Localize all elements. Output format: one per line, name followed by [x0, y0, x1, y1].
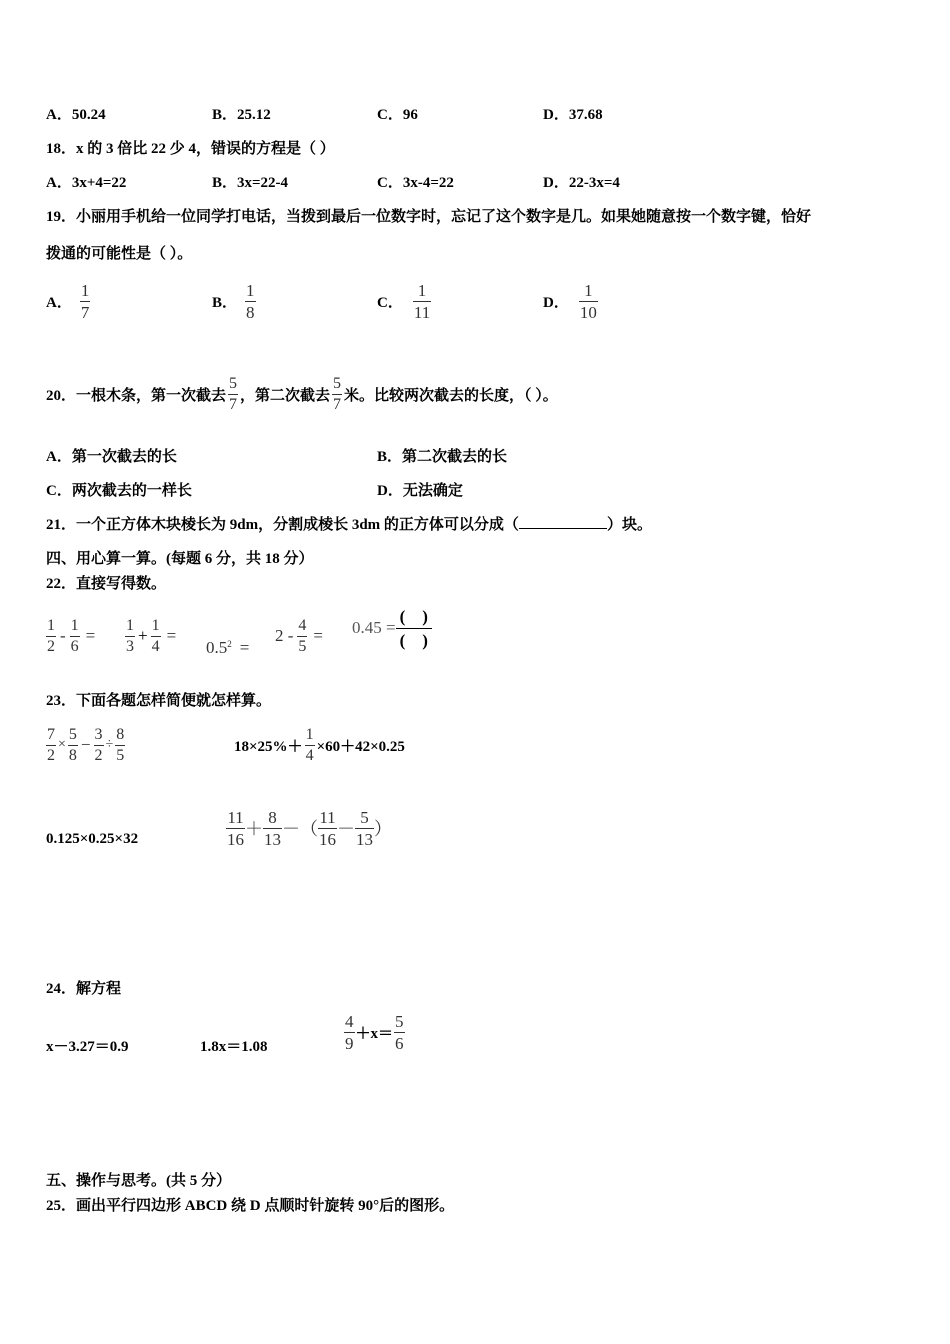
- fraction-numerator: 1: [151, 616, 160, 634]
- q20-stem-part2: ，第二次截去: [240, 387, 331, 404]
- fraction-numerator: 5: [360, 807, 369, 827]
- q18-stem: 18．x 的 3 倍比 22 少 4，错误的方程是（ ）: [46, 141, 335, 157]
- q23-expr-2: [234, 720, 405, 770]
- q19-option-a: [46, 277, 90, 325]
- equals-sign: =: [239, 638, 250, 657]
- fraction-numerator: 11: [227, 807, 244, 827]
- power-exponent: 2: [227, 639, 232, 649]
- q19-option-a-fraction: [80, 282, 91, 321]
- operator: －（: [282, 819, 318, 839]
- q22-stem: 22．直接写得数。: [46, 576, 167, 592]
- power-base: 0.5: [206, 638, 228, 657]
- fraction-numerator: 4: [345, 1011, 354, 1031]
- fraction-numerator: 8: [116, 725, 125, 743]
- fraction-denominator: 7: [333, 395, 342, 413]
- expr-after: ×60＋42×0.25: [316, 738, 405, 755]
- q23-expr-1: [46, 720, 125, 770]
- operator: ÷: [105, 737, 114, 752]
- q21-stem: [46, 513, 652, 534]
- blank-denominator[interactable]: ( ): [396, 628, 432, 649]
- equation-middle: ＋x＝: [355, 1025, 394, 1042]
- fraction: [70, 618, 80, 655]
- operator: ＋: [245, 819, 263, 839]
- q24-equation-3: [344, 1007, 405, 1057]
- fraction-denominator: 9: [345, 1033, 354, 1053]
- fraction-numerator: 3: [94, 725, 103, 743]
- fraction: [125, 618, 135, 655]
- q19-option-c-fraction: [413, 282, 431, 321]
- q19-option-b-fraction: [245, 282, 256, 321]
- fraction-numerator: 5: [395, 1011, 404, 1031]
- q18-option-b: B．3x=22-4: [212, 175, 289, 191]
- fraction: [115, 727, 125, 764]
- fraction-denominator: 10: [579, 302, 597, 322]
- fraction-numerator: 11: [319, 807, 336, 827]
- q20-stem-part1: 20．一根木条，第一次截去: [46, 387, 227, 404]
- q19-option-d-label: D．: [543, 294, 569, 311]
- q20-option-a: A．第一次截去的长: [46, 449, 177, 465]
- q23-stem: 23．下面各题怎样简便就怎样算。: [46, 693, 272, 709]
- q24-equation-1: x－3.27＝0.9: [46, 1039, 129, 1055]
- fraction-denominator: 7: [80, 302, 90, 322]
- fraction-numerator: 1: [584, 280, 593, 300]
- q17-option-d: D．37.68: [543, 107, 603, 123]
- q20-option-d: D．无法确定: [377, 483, 463, 499]
- q25-stem: 25．画出平行四边形 ABCD 绕 D 点顺时针旋转 90°后的图形。: [46, 1198, 455, 1214]
- fraction-numerator: 7: [47, 725, 55, 743]
- fraction-denominator: 5: [116, 746, 125, 764]
- q17-option-b: B．25.12: [212, 107, 271, 123]
- section-4-title: 四、用心算一算。(每题 6 分，共 18 分）: [46, 551, 314, 567]
- q21-stem-after: ）块。: [606, 517, 652, 533]
- q24-stem: 24．解方程: [46, 981, 122, 997]
- fraction: [46, 618, 56, 655]
- q19-option-b-label: B．: [212, 294, 238, 311]
- fraction-numerator: 5: [229, 374, 238, 392]
- fraction: [318, 809, 337, 848]
- q22-expr-4: [275, 611, 323, 661]
- equals-sign: =: [313, 626, 324, 645]
- fraction-denominator: 8: [68, 746, 77, 764]
- q20-fraction-2: [332, 376, 342, 413]
- expr-lead: 2 -: [275, 626, 294, 645]
- q20-option-b: B．第二次截去的长: [377, 449, 508, 465]
- q18-option-c: C．3x-4=22: [377, 175, 454, 191]
- q22-expr-3: [206, 638, 249, 658]
- fraction-numerator: 1: [417, 280, 427, 300]
- fraction-numerator: 1: [246, 280, 255, 300]
- closing-paren: ）: [374, 819, 392, 839]
- fraction-denominator: 8: [246, 302, 255, 322]
- fraction-denominator: 3: [126, 637, 134, 655]
- fraction-numerator: 8: [268, 807, 277, 827]
- q20-stem: [46, 358, 558, 430]
- fraction-numerator: 1: [47, 616, 55, 634]
- section-5-title: 五、操作与思考。(共 5 分）: [46, 1173, 231, 1189]
- operator: −: [80, 735, 91, 754]
- fraction-denominator: 4: [305, 746, 314, 764]
- operator: -: [60, 626, 66, 645]
- fraction: [94, 727, 104, 764]
- q19-stem-line1: 19．小丽用手机给一位同学打电话，当拨到最后一位数字时，忘记了这个数字是几。如果她随意按一个数字键，恰好: [46, 209, 812, 225]
- fraction-denominator: 4: [151, 637, 160, 655]
- fraction: [297, 618, 307, 655]
- equals-sign: =: [85, 626, 96, 645]
- fraction: [305, 727, 315, 764]
- fraction-numerator: 1: [80, 280, 90, 300]
- fraction: [46, 727, 56, 764]
- operator: +: [138, 626, 148, 645]
- q19-option-b: [212, 277, 256, 325]
- q24-equation-2: 1.8x＝1.08: [200, 1039, 268, 1055]
- fraction: [344, 1013, 355, 1052]
- fraction-denominator: 2: [47, 637, 55, 655]
- fraction-denominator: 5: [298, 637, 307, 655]
- q19-option-d: [543, 277, 598, 325]
- q22-expr-1: [46, 611, 95, 661]
- q19-option-c: [377, 277, 431, 325]
- q20-fraction-1: [228, 376, 238, 413]
- q19-option-d-fraction: [579, 282, 598, 321]
- blank-numerator[interactable]: ( ): [399, 606, 428, 626]
- fraction-numerator: 5: [68, 725, 77, 743]
- fraction: [263, 809, 282, 848]
- q17-option-a: A．50.24: [46, 107, 106, 123]
- equals-sign: =: [166, 626, 177, 645]
- fraction-denominator: 2: [94, 746, 103, 764]
- expr-before: 18×25%＋: [234, 738, 303, 755]
- fraction-denominator: 6: [395, 1033, 404, 1053]
- fraction-numerator: 5: [333, 374, 342, 392]
- answer-blank[interactable]: [519, 514, 607, 529]
- q22-expr-5: [352, 601, 432, 655]
- q23-expr-3: 0.125×0.25×32: [46, 831, 139, 847]
- fraction-denominator: 11: [413, 302, 431, 322]
- fraction-numerator: 4: [298, 616, 307, 634]
- fraction-numerator: 1: [305, 725, 314, 743]
- q21-stem-before: 21．一个正方体木块棱长为 9dm，分割成棱长 3dm 的正方体可以分成（: [46, 517, 519, 533]
- fraction-denominator: 13: [264, 829, 281, 849]
- q18-option-d: D．22-3x=4: [543, 175, 620, 191]
- fraction: [226, 809, 245, 848]
- fraction-numerator: 1: [70, 616, 79, 634]
- operator: －: [337, 819, 355, 839]
- fraction-denominator: 16: [227, 829, 244, 849]
- fraction: [151, 618, 161, 655]
- fraction-denominator: 2: [47, 746, 55, 764]
- q18-option-a: A．3x+4=22: [46, 175, 127, 191]
- q19-option-c-label: C．: [377, 294, 403, 311]
- fraction: [394, 1013, 405, 1052]
- fraction: [355, 809, 374, 848]
- q20-option-c: C．两次截去的一样长: [46, 483, 192, 499]
- q19-option-a-label: A．: [46, 294, 72, 311]
- fraction-denominator: 13: [356, 829, 373, 849]
- q22-expr-2: [125, 611, 176, 661]
- fraction-numerator: 1: [126, 616, 134, 634]
- fraction-denominator: 7: [229, 395, 238, 413]
- blank-fraction[interactable]: [396, 608, 432, 649]
- q19-stem-line2: 拨通的可能性是（ ）。: [46, 246, 193, 262]
- operator: ×: [58, 737, 66, 752]
- q17-option-c: C．96: [377, 107, 418, 123]
- fraction-denominator: 6: [70, 637, 79, 655]
- expr-lead: 0.45 =: [352, 618, 396, 637]
- fraction: [68, 727, 78, 764]
- fraction-denominator: 16: [319, 829, 336, 849]
- q20-stem-part3: 米。比较两次截去的长度，（ ）。: [344, 387, 558, 404]
- q23-expr-4: [226, 803, 392, 853]
